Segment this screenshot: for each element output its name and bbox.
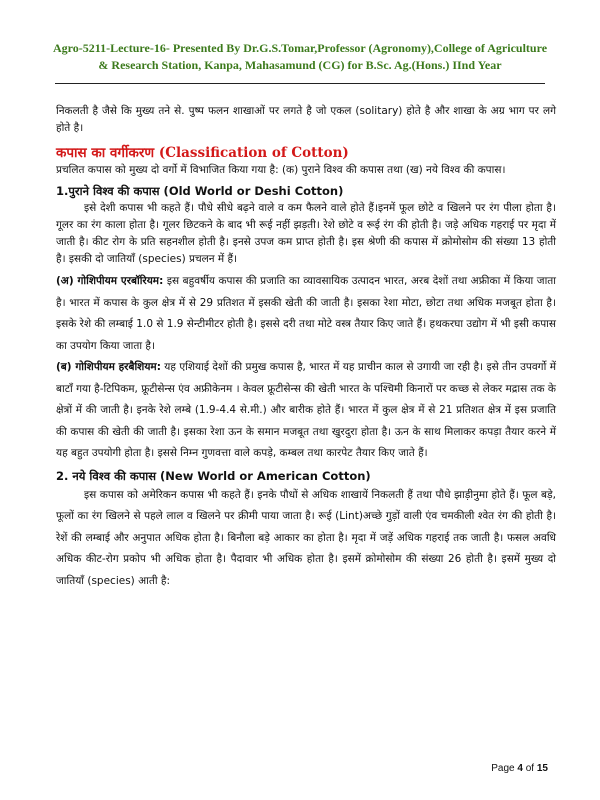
header-divider [55, 83, 545, 84]
page-total: 15 [536, 763, 548, 774]
classification-paragraph: प्रचलित कपास को मुख्य दो वर्गो में विभाजित किया गया है: (क) पुराने विश्व की कपास तथा (ख) नये विश्व की कपास। [56, 164, 506, 177]
new-world-paragraph: इस कपास को अमेरिकन कपास भी कहते हैं। इनके पौधों से अधिक शाखायें निकलती हैं तथा पौधे झाड़ीनुमा होते हैं। फूल बड़े, फूलों का रंग खिलने से पहले लाल व खिलने पर क्रीमी पाया जाता है। रूई (Lint)अच्छे गुड़ों वाली एंव चमकीली श्वेत रंग की होती है। रेशें की लम्बाई और अनुपात अधिक होता है। बिनौला बड़े आकार का होता है। मृदा में जड़ें अधिक गहराई तक जाती है। फसल अवधि अधिक कीट-रोग प्रकोप भी अधिक होता है। पैदावार भी अधिक होता है। इसमें क्रोमोसोम की संख्या 26 होती है। इसमें मुख्य दो जातियाँ (species) आती है: [56, 488, 556, 587]
herbaceum-text: यह एशियाई देशों की प्रमुख कपास है, भारत में यह प्राचीन काल से उगायी जा रही है। इसे तीन उपवर्गो में बाटाँ गया है-टिपिकम, फ्रूटीसेन्स एंव अफ्रीकेनम । केवल फ्रूटीसेन्स की खेती भारत के पश्चिमी किनारों पर कच्छ से लेकर मद्रास तक के क्षेत्रों में की जाती है। इनके रेशे लम्बे (1.9-4.4 से.मी.) और बारीक होते हैं। भारत में कुल क्षेत्र में से 21 प्रतिशत क्षेत्र में इस प्रजाति की कपास की खेती की जाती है। इसका रेशा ऊन के समान मजबूत तथा खुरदुरा होता है। ऊन के साथ मिलाकर कपड़ा तैयार करने में यह बहुत उपयोगी होता है। इससे निम्न गुणवत्ता वाले कपड़े, कम्बल तथा कारपेट तैयार किए जाते हैं। [56, 361, 556, 460]
arboreum-text: इस बहुवर्षीय कपास की प्रजाति का व्यावसायिक उत्पादन भारत, अरब देशों तथा अफ्रीका में किया जाता है। भारत में कपास के कुल क्षेत्र में से 29 प्रतिशत में इसकी खेती की जाती है। इसका रेशा मोटा, छोटा तथा अधिक मजबूत होता है। इसके रेशे की लम्बाई 1.0 से 1.9 सेन्टीमीटर होती है। इससे दरी तथा मोटे वस्त्र तैयार किए जाते हैं। हथकरघा उद्योग में भी इसी कपास का उपयोग किया जाता है। [56, 275, 557, 352]
of-label: of [525, 763, 535, 774]
herbaceum-paragraph [56, 357, 556, 465]
intro-paragraph: निकलती है जैसे कि मुख्य तने से. पुष्प फलन शाखाओं पर लगते है जो एकल (solitary) होते है और शाखा के अग्र भाग पर लगे होते है। [56, 105, 556, 135]
page-label: Page [491, 763, 515, 774]
header-line-2: & Research Station, Kanpa, Mahasamund (CG) for B.Sc. Ag.(Hons.) IInd Year [98, 58, 502, 72]
classification-heading: कपास का वर्गीकरण (Classification of Cotton) [56, 145, 349, 162]
page-footer [491, 763, 548, 774]
arboreum-paragraph [56, 271, 556, 357]
old-world-heading: 1.पुराने विश्व की कपास (Old World or Deshi Cotton) [56, 183, 344, 198]
page-number: 4 [517, 763, 523, 774]
document-body [56, 103, 556, 592]
page-header [40, 40, 560, 74]
old-world-paragraph: इसे देशी कपास भी कहते हैं। पौधे सीधे बढ़ने वाले व कम फैलने वाले होते हैं।इनमें फूल छोटे व खिलने पर रंग पीला होता है। गूलर का रंग काला होता है। गूलर छिटकने के बाद भी रूई नहीं झड़ती। रेशे छोटे व रूई रंग की होती है। जड़े अधिक गहराई पर मृदा में जाती है। कीट रोग के प्रति सहनशील होती है। इनसे उपज कम प्राप्त होती है। इस श्रेणी की कपास में क्रोमोसोम की संख्या 13 होती है। इसकी दो जातियाँ (species) प्रचलन में हैं। [56, 201, 556, 266]
herbaceum-lead: (ब) गोशिपीयम हरबैशियम: [56, 361, 161, 374]
new-world-heading: 2. नये विश्व की कपास (New World or American Cotton) [56, 468, 371, 483]
arboreum-lead: (अ) गोशिपीयम एरबॉरियम: [56, 275, 164, 288]
header-line-1: Agro-5211-Lecture-16- Presented By Dr.G.S.Tomar,Professor (Agronomy),College of Agriculture [52, 41, 548, 55]
